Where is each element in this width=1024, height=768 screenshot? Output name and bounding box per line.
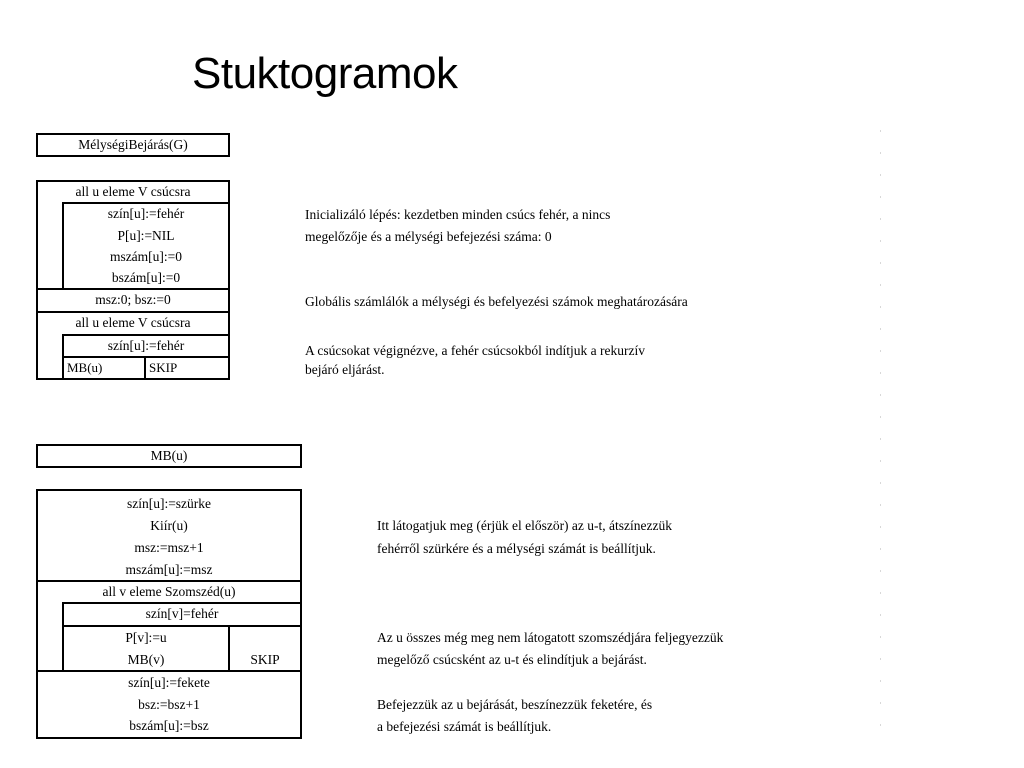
diagram2-branch-true-stmt: P[v]:=u xyxy=(125,630,167,645)
edge-guide-dot xyxy=(880,570,881,572)
diagram2-branch-top xyxy=(62,625,302,627)
diagram2-seq2-stmt: szín[u]:=fekete xyxy=(128,675,210,690)
diagram2-seq1-stmt: mszám[u]:=msz xyxy=(125,562,213,577)
edge-guide-dot xyxy=(880,724,881,726)
diagram2-condition: szín[v]=fehér xyxy=(145,606,219,621)
diagram1-loop1-header: all u eleme V csúcsra xyxy=(75,184,191,199)
edge-guide-dot xyxy=(880,416,881,418)
diagram1-note2: Globális számlálók a mélységi és befelyezési számok meghatározására xyxy=(305,294,688,309)
diagram1-header: MélységiBejárás(G) xyxy=(78,137,188,152)
diagram2-seq1-stmt: szín[u]:=szürke xyxy=(126,496,212,511)
edge-guide-dot xyxy=(880,636,881,638)
diagram1-note3-line2: bejáró eljárást. xyxy=(305,362,385,377)
diagram2-note2-line2: megelőző csúcsként az u-t és elindítjuk a bejárást. xyxy=(377,652,647,667)
diagram2-note3-line1: Befejezzük az u bejárását, beszínezzük feketére, és xyxy=(377,697,653,712)
edge-guide-dot xyxy=(880,240,881,242)
diagram2-seq1-stmt: Kiír(u) xyxy=(150,518,188,533)
diagram2-bottom-border xyxy=(36,737,302,739)
diagram1-branch-false: SKIP xyxy=(149,360,178,375)
edge-guide-dot xyxy=(880,614,881,616)
edge-guide-dot xyxy=(880,328,881,330)
edge-guide-dot xyxy=(880,548,881,550)
diagram1-loop1-stmt: mszám[u]:=0 xyxy=(109,249,183,264)
diagram1-bottom-border xyxy=(36,378,230,380)
diagram2-note1-line2: fehérről szürkére és a mélységi számát is beállítjuk. xyxy=(377,541,656,556)
diagram2-right-border xyxy=(300,489,302,739)
edge-guide-dot xyxy=(880,196,881,198)
edge-guide-dot xyxy=(880,262,881,264)
diagram2-header: MB(u) xyxy=(150,448,188,463)
diagram2-seq2-stmt: bszám[u]:=bsz xyxy=(129,718,209,733)
diagram1-loop2-header: all u eleme V csúcsra xyxy=(75,315,191,330)
diagram1-loop1-stmt: szín[u]:=fehér xyxy=(107,206,185,221)
diagram1-note1-line1: Inicializáló lépés: kezdetben minden csúcs fehér, a nincs xyxy=(305,207,611,222)
edge-guide-dot xyxy=(880,284,881,286)
edge-guide-dot xyxy=(880,438,881,440)
diagram2-loop-header: all v eleme Szomszéd(u) xyxy=(102,584,236,599)
edge-guide-dot xyxy=(880,526,881,528)
slide-title: Stuktogramok xyxy=(192,49,458,98)
diagram1-note1-line2: megelőzője és a mélységi befejezési száma: 0 xyxy=(305,229,552,244)
diagram2-branch-true-stmt: MB(v) xyxy=(127,652,165,667)
diagram1-init: msz:0; bsz:=0 xyxy=(95,292,171,307)
diagram2-note3-line2: a befejezési számát is beállítjuk. xyxy=(377,719,552,734)
edge-guide-dot xyxy=(880,372,881,374)
diagram2-note2-line1: Az u összes még meg nem látogatott szomszédjára feljegyezzük xyxy=(377,630,724,645)
edge-guide-dot xyxy=(880,460,881,462)
edge-guide-dot xyxy=(880,680,881,682)
diagram2-top-border xyxy=(36,489,302,491)
diagram1-loop1-stmt: bszám[u]:=0 xyxy=(111,270,181,285)
edge-guide-dot xyxy=(880,130,881,132)
diagram2-seq2-stmt: bsz:=bsz+1 xyxy=(138,697,200,712)
diagram2-note1-line1: Itt látogatjuk meg (érjük el először) az u-t, átszínezzük xyxy=(377,518,673,533)
diagram1-loop1-stmt: P[u]:=NIL xyxy=(117,228,175,243)
diagram1-branch-true: MB(u) xyxy=(67,360,103,375)
edge-guide-dot xyxy=(880,482,881,484)
edge-guide-dot xyxy=(880,658,881,660)
edge-guide-dot xyxy=(880,702,881,704)
diagram2-seq2-top xyxy=(36,670,302,672)
diagram2-seq1-stmt: msz:=msz+1 xyxy=(134,540,204,555)
edge-guide-dot xyxy=(880,152,881,154)
diagram1-condition: szín[u]:=fehér xyxy=(107,338,185,353)
edge-guide-dot xyxy=(880,592,881,594)
edge-guide-dot xyxy=(880,504,881,506)
edge-guide-dot xyxy=(880,350,881,352)
edge-guide-dot xyxy=(880,218,881,220)
edge-guide-dot xyxy=(880,306,881,308)
diagram1-note3-line1: A csúcsokat végignézve, a fehér csúcsokból indítjuk a rekurzív xyxy=(305,343,646,358)
diagram2-branch-false: SKIP xyxy=(250,652,280,667)
diagram1-left-border xyxy=(36,180,38,380)
edge-guide-dot xyxy=(880,174,881,176)
edge-guide-dot xyxy=(880,394,881,396)
diagram1-right-border xyxy=(228,180,230,380)
